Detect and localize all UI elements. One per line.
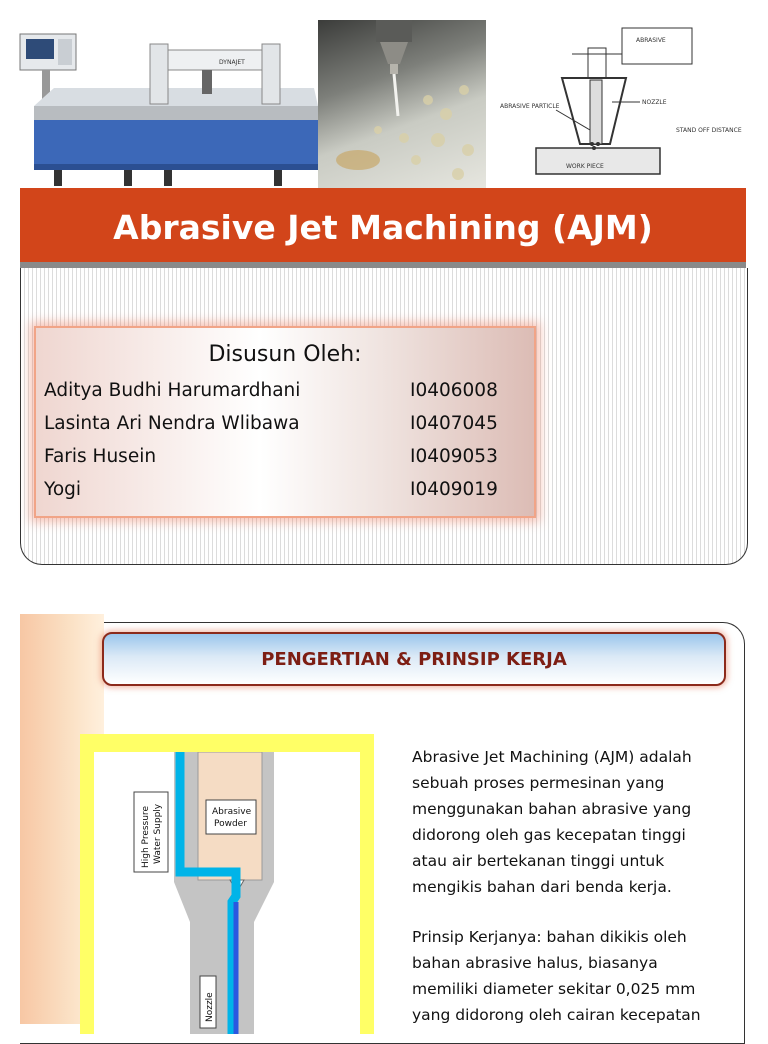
water-supply-label: High Pressure (141, 806, 151, 868)
paragraph-line: didorong oleh gas kecepatan tinggi (412, 826, 686, 844)
paragraph-line: yang didorong oleh cairan kecepatan (412, 1006, 701, 1024)
nozzle-label: Nozzle (205, 992, 215, 1022)
author-id: I0406008 (410, 380, 498, 401)
svg-text:ABRASIVE PARTICLE: ABRASIVE PARTICLE (500, 103, 560, 110)
author-name: Lasinta Ari Nendra Wlibawa (44, 413, 300, 434)
schematic-illustration (496, 20, 758, 188)
water-supply-label-2: Water Supply (153, 803, 163, 864)
author-row (44, 413, 524, 434)
machine-brand-text: DYNAJET (219, 59, 245, 66)
author-id: I0407045 (410, 413, 498, 434)
paragraph-line: sebuah proses permesinan yang (412, 774, 665, 792)
author-id: I0409053 (410, 446, 498, 467)
paragraph-line: atau air bertekanan tinggi untuk (412, 852, 665, 870)
slide-title: Abrasive Jet Machining (AJM) (20, 188, 746, 262)
ajm-nozzle-diagram (80, 734, 374, 1034)
svg-text:STAND OFF DISTANCE: STAND OFF DISTANCE (676, 127, 742, 134)
authors-box (34, 326, 536, 518)
section-heading: PENGERTIAN & PRINSIP KERJA (102, 632, 726, 686)
paragraph-line: Prinsip Kerjanya: bahan dikikis oleh (412, 928, 687, 946)
cutting-photo-illustration (318, 20, 486, 188)
svg-text:NOZZLE: NOZZLE (642, 99, 667, 106)
paragraph-line: memiliki diameter sekitar 0,025 mm (412, 980, 696, 998)
author-id: I0409019 (410, 479, 498, 500)
svg-text:ABRASIVE: ABRASIVE (636, 37, 666, 44)
author-name: Aditya Budhi Harumardhani (44, 380, 301, 401)
author-row (44, 446, 524, 467)
paragraph-line: menggunakan bahan abrasive yang (412, 800, 692, 818)
waterjet-cutting-image (318, 20, 486, 188)
author-row (44, 479, 524, 500)
svg-text:WORK PIECE: WORK PIECE (566, 163, 604, 170)
paragraph-line: Abrasive Jet Machining (AJM) adalah (412, 748, 692, 766)
authors-heading: Disusun Oleh: (208, 342, 362, 367)
abrasive-label-2: Powder (214, 819, 247, 829)
definition-paragraph (412, 744, 732, 900)
author-name: Faris Husein (44, 446, 157, 467)
content-slide (0, 614, 768, 1024)
ajm-schematic-diagram (496, 20, 758, 188)
principle-paragraph (412, 924, 732, 1028)
waterjet-machine-image (14, 20, 318, 188)
paragraph-line: mengikis bahan dari benda kerja. (412, 878, 672, 896)
author-name: Yogi (44, 479, 82, 500)
nozzle-diagram-illustration (94, 752, 360, 1034)
abrasive-label: Abrasive (212, 807, 252, 817)
paragraph-line: bahan abrasive halus, biasanya (412, 954, 658, 972)
machine-illustration (14, 20, 318, 188)
author-row (44, 380, 524, 401)
